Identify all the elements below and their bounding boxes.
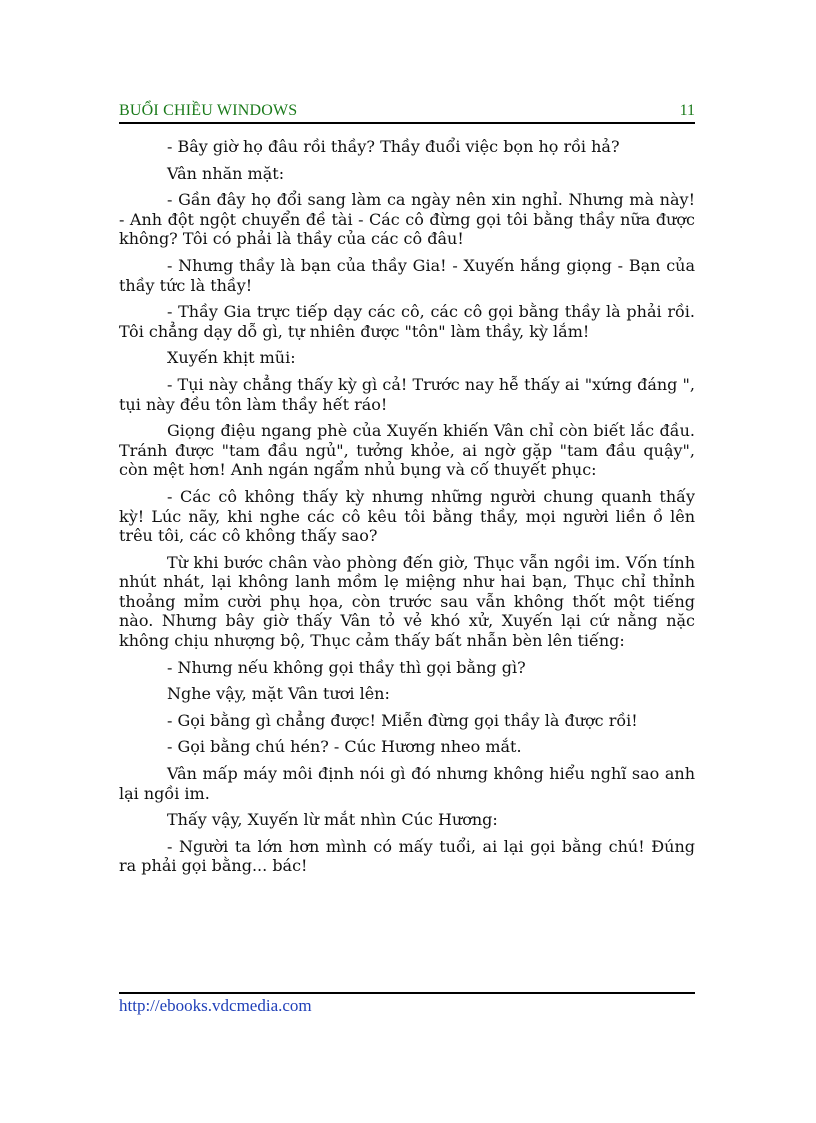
paragraph: Vân nhăn mặt: [167, 163, 285, 183]
paragraph: - Bây giờ họ đâu rồi thầy? Thầy đuổi việc bọn họ rồi hả? [167, 137, 620, 156]
paragraph: Nghe vậy, mặt Vân tươi lên: [167, 684, 390, 704]
paragraph: - Gọi bằng gì chẳng được! Miễn đừng gọi thầy là được rồi! [167, 710, 638, 730]
page-header [119, 102, 695, 124]
paragraph: Giọng điệu ngang phè của Xuyến khiến Vân chỉ còn biết lắc đầu. Tránh được "tam đầu ngủ", tưởng khỏe, ai ngờ gặp "tam đầu quậy", còn mệt hơn! Anh ngán ngẩm nhủ bụng và cố thuyết phục: [119, 421, 695, 480]
book-title: BUỔI CHIỀU WINDOWS [119, 102, 298, 119]
page-number: 11 [679, 102, 695, 119]
paragraph: Thấy vậy, Xuyến lừ mắt nhìn Cúc Hương: [167, 810, 498, 830]
footer-website-link[interactable]: http://ebooks.vdcmedia.com [119, 996, 312, 1015]
paragraph: - Nhưng nếu không gọi thầy thì gọi bằng gì? [167, 657, 526, 677]
paragraph: - Người ta lớn hơn mình có mấy tuổi, ai lại gọi bằng chú! Đúng ra phải gọi bằng... bác! [119, 836, 695, 876]
paragraph: Từ khi bước chân vào phòng đến giờ, Thục vẫn ngồi im. Vốn tính nhút nhát, lại không lanh mồm lẹ miệng như hai bạn, Thục chỉ thỉnh thoảng mỉm cười phụ họa, còn trước sau vẫn không thốt một tiếng nào. Nhưng bây giờ thấy Vân tỏ vẻ khó xử, Xuyến lại cứ nằng nặc không chịu nhượng bộ, Thục cảm thấy bất nhẫn bèn lên tiếng: [119, 552, 695, 651]
paragraph: Vân mấp máy môi định nói gì đó nhưng không hiểu nghĩ sao anh lại ngồi im. [119, 764, 695, 803]
paragraph: - Nhưng thầy là bạn của thầy Gia! - Xuyến hắng giọng - Bạn của thầy tức là thầy! [119, 255, 695, 295]
paragraph: Xuyến khịt mũi: [167, 348, 296, 368]
paragraph: - Các cô không thấy kỳ nhưng những người chung quanh thấy kỳ! Lúc nãy, khi nghe các cô kêu tôi bằng thầy, mọi người liền ồ lên trêu tôi, các cô không thấy sao? [119, 486, 695, 546]
paragraph: - Tụi này chẳng thấy kỳ gì cả! Trước nay hễ thấy ai "xứng đáng ", tụi này đều tôn làm thầy hết ráo! [119, 374, 695, 414]
footer-divider [119, 992, 695, 994]
paragraph: - Gần đây họ đổi sang làm ca ngày nên xin nghỉ. Nhưng mà này! - Anh đột ngột chuyển đề tài - Các cô đừng gọi tôi bằng thầy nữa được không? Tôi có phải là thầy của các cô đâu! [119, 190, 695, 249]
body-text [119, 137, 695, 883]
paragraph: - Gọi bằng chú hén? - Cúc Hương nheo mắt. [167, 737, 522, 757]
paragraph: - Thầy Gia trực tiếp dạy các cô, các cô gọi bằng thầy là phải rồi. Tôi chẳng dạy dỗ gì, tự nhiên được "tôn" làm thầy, kỳ lắm! [119, 302, 695, 341]
